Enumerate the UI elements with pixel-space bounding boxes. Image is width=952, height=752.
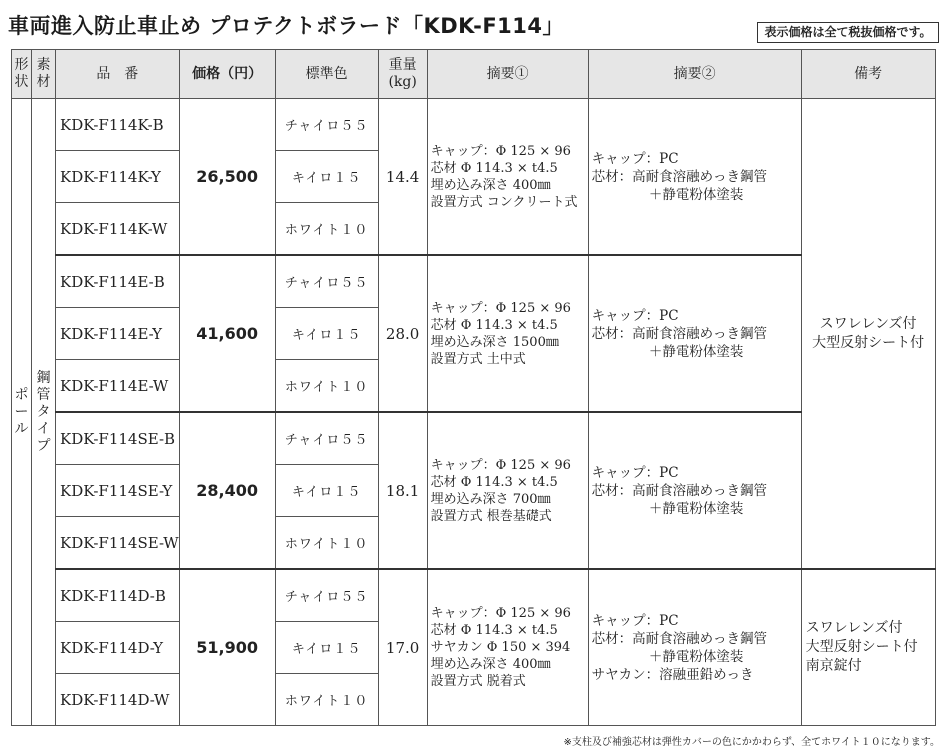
product-code: KDK-F114SE-Y [56,465,180,517]
price-cell: 41,600 [179,255,275,412]
weight-cell: 17.0 [378,569,427,726]
color-cell: キイロ１５ [275,151,378,203]
header-material: 素 材 [32,50,56,99]
summary2-cell: キャップ：PC 芯材：高耐食溶融めっき鋼管 ＋静電粉体塗装 [588,255,801,412]
page-title: 車両進入防止車止め プロテクトボラード「KDK-F114」 [8,14,565,38]
table-row [12,99,936,151]
header-code: 品 番 [56,50,180,99]
tax-note-badge: 表示価格は全て税抜価格です。 [757,22,939,43]
header-shape: 形 状 [12,50,32,99]
summary1-cell: キャップ：Φ 125 × 96 芯材 Φ 114.3 × t4.5 埋め込み深さ 700㎜ 設置方式 根巻基礎式 [427,412,588,569]
product-table [11,49,936,726]
weight-cell: 14.4 [378,99,427,256]
table-row [12,412,936,465]
remarks-cell: スワレレンズ付 大型反射シート付 南京錠付 [801,569,935,726]
summary1-cell: キャップ：Φ 125 × 96 芯材 Φ 114.3 × t4.5 埋め込み深さ 400㎜ 設置方式 コンクリート式 [427,99,588,256]
product-code: KDK-F114SE-B [56,412,180,465]
summary2-cell: キャップ：PC 芯材：高耐食溶融めっき鋼管 ＋静電粉体塗装 サヤカン：溶融亜鉛めっき [588,569,801,726]
color-cell: キイロ１５ [275,622,378,674]
color-cell: ホワイト１０ [275,674,378,726]
color-cell: チャイロ５５ [275,99,378,151]
color-cell: ホワイト１０ [275,360,378,413]
color-cell: チャイロ５５ [275,569,378,622]
header-weight: 重量 (kg) [378,50,427,99]
header-row [12,50,936,99]
product-code: KDK-F114D-B [56,569,180,622]
product-code: KDK-F114K-W [56,203,180,256]
product-code: KDK-F114E-W [56,360,180,413]
color-cell: キイロ１５ [275,308,378,360]
material-cell: 鋼 管 タ イ プ [32,99,56,726]
product-code: KDK-F114K-B [56,99,180,151]
product-code: KDK-F114D-W [56,674,180,726]
summary1-cell: キャップ：Φ 125 × 96 芯材 Φ 114.3 × t4.5 埋め込み深さ 1500㎜ 設置方式 土中式 [427,255,588,412]
color-cell: ホワイト１０ [275,517,378,570]
header-remarks: 備考 [801,50,935,99]
summary2-cell: キャップ：PC 芯材：高耐食溶融めっき鋼管 ＋静電粉体塗装 [588,99,801,256]
table-row [12,569,936,622]
footnote: ※支柱及び補強芯材は弾性カバーの色にかかわらず、全てホワイト１０になります。 [563,737,940,748]
product-code: KDK-F114D-Y [56,622,180,674]
price-cell: 26,500 [179,99,275,256]
color-cell: ホワイト１０ [275,203,378,256]
header-color: 標準色 [275,50,378,99]
summary2-cell: キャップ：PC 芯材：高耐食溶融めっき鋼管 ＋静電粉体塗装 [588,412,801,569]
color-cell: チャイロ５５ [275,255,378,308]
price-cell: 28,400 [179,412,275,569]
header-price: 価格（円） [179,50,275,99]
color-cell: キイロ１５ [275,465,378,517]
product-code: KDK-F114K-Y [56,151,180,203]
remarks-cell: スワレレンズ付 大型反射シート付 [801,99,935,570]
shape-cell: ポ ー ル [12,99,32,726]
product-code: KDK-F114E-Y [56,308,180,360]
color-cell: チャイロ５５ [275,412,378,465]
weight-cell: 18.1 [378,412,427,569]
header-summary1: 摘要① [427,50,588,99]
summary1-cell: キャップ：Φ 125 × 96 芯材 Φ 114.3 × t4.5 サヤカン Φ 150 × 394 埋め込み深さ 400㎜ 設置方式 脱着式 [427,569,588,726]
weight-cell: 28.0 [378,255,427,412]
header-summary2: 摘要② [588,50,801,99]
product-code: KDK-F114SE-W [56,517,180,570]
product-code: KDK-F114E-B [56,255,180,308]
table-row [12,255,936,308]
price-cell: 51,900 [179,569,275,726]
